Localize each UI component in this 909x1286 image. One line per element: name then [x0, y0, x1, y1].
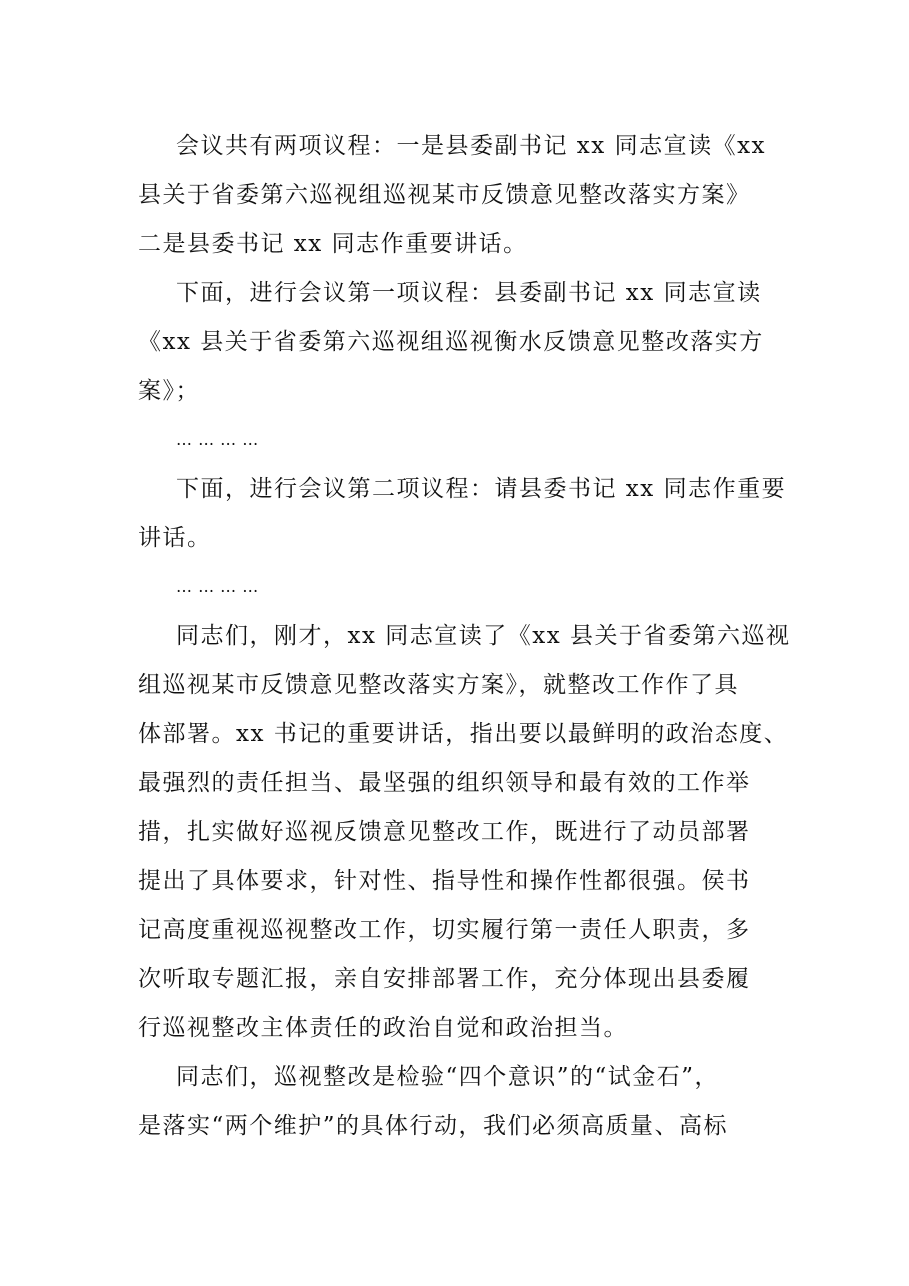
paragraph-4-line-6: 提出了具体要求，针对性、指导性和操作性都很强。侯书 [138, 868, 751, 894]
paragraph-4-line-5: 措，扎实做好巡视反馈意见整改工作，既进行了动员部署 [138, 819, 751, 845]
paragraph-4-line-1: 同志们，刚才，xx 同志宣读了《xx 县关于省委第六巡视 [176, 623, 791, 649]
paragraph-5-line-1: 同志们，巡视整改是检验“四个意识”的“试金石”， [176, 1064, 720, 1090]
paragraph-4-line-8: 次听取专题汇报，亲自安排部署工作，充分体现出县委履 [138, 966, 751, 992]
paragraph-4-line-3: 体部署。xx 书记的重要讲话，指出要以最鲜明的政治态度、 [138, 721, 789, 747]
paragraph-4-line-7: 记高度重视巡视整改工作，切实履行第一责任人职责，多 [138, 917, 751, 943]
paragraph-1-line-1: 会议共有两项议程：一是县委副书记 xx 同志宣读《xx [176, 133, 767, 159]
paragraph-4-line-4: 最强烈的责任担当、最坚强的组织领导和最有效的工作举 [138, 770, 751, 796]
paragraph-4-line-2: 组巡视某市反馈意见整改落实方案》，就整改工作作了具 [138, 672, 739, 698]
ellipsis-2: … … … … [176, 577, 259, 596]
ellipsis-1: … … … … [176, 430, 259, 449]
paragraph-2-line-1: 下面，进行会议第一项议程：县委副书记 xx 同志宣读 [176, 280, 762, 306]
paragraph-5-line-2: 是落实“两个维护”的具体行动，我们必须高质量、高标 [138, 1113, 729, 1139]
paragraph-3-line-1: 下面，进行会议第二项议程：请县委书记 xx 同志作重要 [176, 476, 787, 502]
paragraph-1-line-3: 二是县委书记 xx 同志作重要讲话。 [138, 231, 528, 257]
paragraph-1-line-2: 县关于省委第六巡视组巡视某市反馈意见整改落实方案》 [138, 182, 751, 208]
paragraph-2-line-3: 案》； [138, 378, 200, 404]
paragraph-4-line-9: 行巡视整改主体责任的政治自觉和政治担当。 [138, 1015, 628, 1041]
paragraph-3-line-2: 讲话。 [138, 525, 212, 551]
paragraph-2-line-2: 《xx 县关于省委第六巡视组巡视衡水反馈意见整改落实方 [138, 329, 764, 355]
